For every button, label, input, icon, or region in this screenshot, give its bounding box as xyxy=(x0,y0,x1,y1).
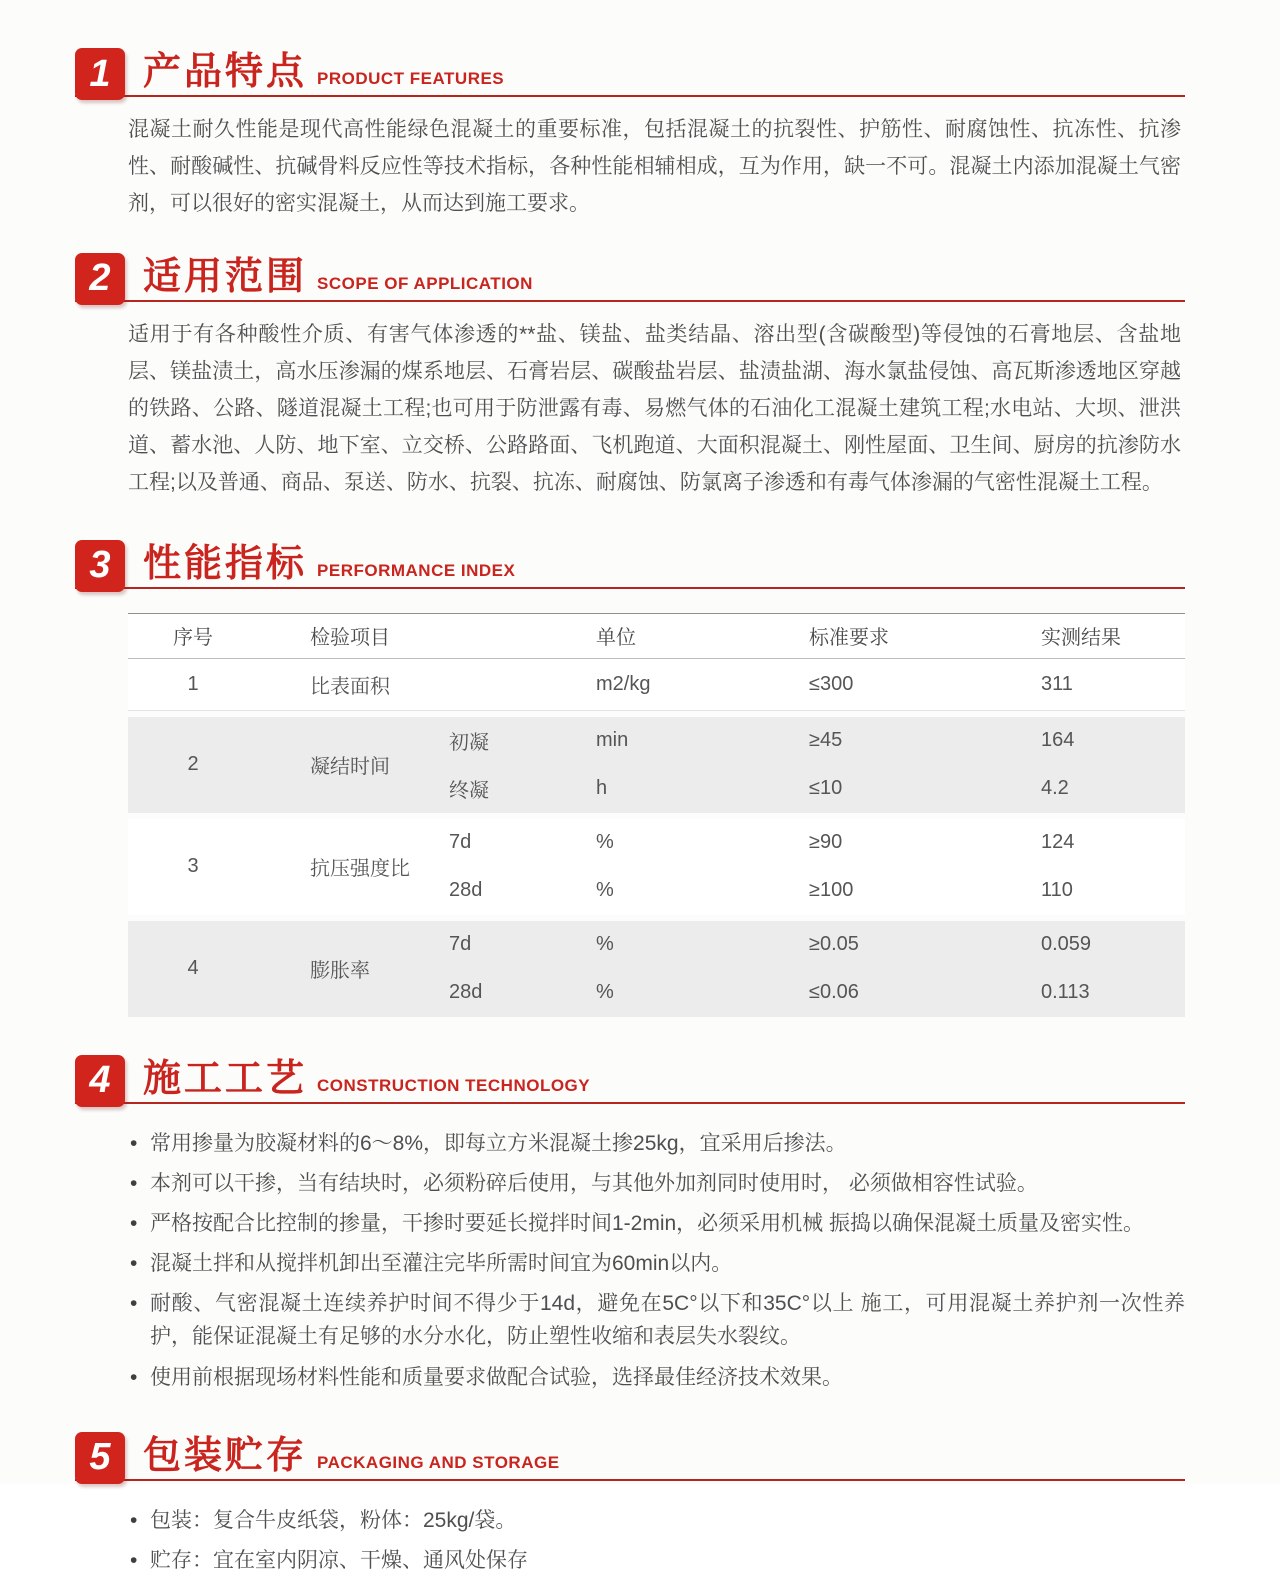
cell-sub: 初凝 xyxy=(449,732,489,755)
section-packaging-storage xyxy=(75,1432,1185,1577)
bullet-item: • 使用前根据现场材料性能和质量要求做配合试验，选择最佳经济技术效果。 xyxy=(128,1361,1185,1394)
bullet-item: • 耐酸、气密混凝土连续养护时间不得少于14d，避免在5C°以下和35C°以上 施工，可用混凝土养护剂一次性养护，能保证混凝土有足够的水分水化，防止塑性收缩和表层失水裂纹。 xyxy=(128,1287,1185,1353)
col-header-item: 检验项目 xyxy=(310,627,390,650)
table-row-group xyxy=(128,921,1185,1017)
section-title-en: CONSTRUCTION TECHNOLOGY xyxy=(317,1075,591,1095)
cell-result: 0.113 xyxy=(1041,981,1090,1004)
col-header-no: 序号 xyxy=(173,627,213,650)
table-row-group xyxy=(128,717,1185,813)
section-title-en: PERFORMANCE INDEX xyxy=(317,560,516,580)
section-title-en: PACKAGING AND STORAGE xyxy=(317,1452,560,1472)
cell-sub: 终凝 xyxy=(449,780,489,803)
cell-std: ≤300 xyxy=(809,672,854,695)
section-scope-of-application xyxy=(75,253,1185,502)
cell-result: 311 xyxy=(1041,672,1073,695)
table-header-row xyxy=(128,613,1185,659)
cell-no: 4 xyxy=(187,957,199,980)
bullet-item: • 贮存：宜在室内阴凉、干燥、通风处保存 xyxy=(128,1544,1185,1577)
section-number-badge: 3 xyxy=(75,540,125,592)
cell-sub: 28d xyxy=(449,879,483,902)
bullet-item: • 常用掺量为胶凝材料的6～8%，即每立方米混凝土掺25kg，宜采用后掺法。 xyxy=(128,1127,1185,1160)
col-header-unit: 单位 xyxy=(596,627,636,650)
cell-std: ≥0.05 xyxy=(809,933,859,956)
section-title-zh: 包装贮存 xyxy=(143,1434,308,1477)
section-performance-index xyxy=(75,540,1185,1017)
cell-item: 膨胀率 xyxy=(310,960,370,983)
bullet-item: • 本剂可以干掺，当有结块时，必须粉碎后使用，与其他外加剂同时使用时， 必须做相容性试验。 xyxy=(128,1167,1185,1200)
section-title-en: PRODUCT FEATURES xyxy=(317,69,505,88)
section-title-en: SCOPE OF APPLICATION xyxy=(317,273,533,293)
cell-std: ≥90 xyxy=(809,831,843,854)
packaging-bullet-list xyxy=(128,1504,1185,1577)
cell-result: 0.059 xyxy=(1041,933,1092,956)
cell-result: 124 xyxy=(1041,831,1075,854)
bullet-item: • 包装：复合牛皮纸袋，粉体：25kg/袋。 xyxy=(128,1504,1185,1537)
section-number-badge: 5 xyxy=(75,1432,125,1484)
cell-item: 比表面积 xyxy=(310,675,390,698)
col-header-std: 标准要求 xyxy=(809,627,889,650)
cell-sub: 7d xyxy=(449,831,472,854)
cell-item: 抗压强度比 xyxy=(310,858,410,881)
cell-result: 4.2 xyxy=(1041,777,1069,800)
cell-unit: min xyxy=(596,729,629,752)
section-number-badge: 4 xyxy=(75,1055,125,1107)
bullet-item: • 严格按配合比控制的掺量，干掺时要延长搅拌时间1-2min，必须采用机械 振捣以确保混凝土质量及密实性。 xyxy=(128,1207,1185,1240)
cell-unit: % xyxy=(596,933,614,956)
cell-unit: m2/kg xyxy=(596,672,651,695)
features-paragraph: 混凝土耐久性能是现代高性能绿色混凝土的重要标准，包括混凝土的抗裂性、护筋性、耐腐蚀性、抗冻性、抗渗性、耐酸碱性、抗碱骨料反应性等技术指标，各种性能相辅相成，互为作用，缺一不可。混凝土内添加混凝土气密剂，可以很好的密实混凝土，从而达到施工要求。 xyxy=(128,118,1181,215)
section-header xyxy=(75,1432,1185,1481)
section-title-zh: 产品特点 xyxy=(143,51,308,93)
cell-unit: % xyxy=(596,831,614,854)
cell-result: 164 xyxy=(1041,729,1075,752)
section-construction-technology xyxy=(75,1055,1185,1394)
cell-std: ≤10 xyxy=(809,777,843,800)
table-row xyxy=(128,659,1185,711)
cell-std: ≥100 xyxy=(809,879,854,902)
section-title-zh: 性能指标 xyxy=(143,542,308,585)
section-number-badge: 1 xyxy=(75,48,125,100)
cell-no: 3 xyxy=(187,855,199,878)
section-header xyxy=(75,48,1185,97)
cell-unit: % xyxy=(596,981,614,1004)
section-title-zh: 适用范围 xyxy=(143,255,308,298)
table-row-group xyxy=(128,819,1185,915)
construction-bullet-list xyxy=(128,1127,1185,1394)
cell-item: 凝结时间 xyxy=(310,756,390,779)
cell-result: 110 xyxy=(1041,879,1073,902)
section-product-features xyxy=(75,48,1185,223)
section-number-badge: 2 xyxy=(75,253,125,305)
section-header xyxy=(75,253,1185,302)
cell-no: 1 xyxy=(187,672,199,695)
section-title-zh: 施工工艺 xyxy=(143,1057,308,1100)
cell-sub: 28d xyxy=(449,981,483,1004)
cell-no: 2 xyxy=(187,753,199,776)
scope-paragraph: 适用于有各种酸性介质、有害气体渗透的**盐、镁盐、盐类结晶、溶出型(含碳酸型)等侵蚀的石膏地层、含盐地层、镁盐渍土，高水压渗漏的煤系地层、石膏岩层、碳酸盐岩层、盐渍盐湖、海水氯盐侵蚀、高瓦斯渗透地区穿越的铁路、公路、隧道混凝土工程;也可用于防泄露有毒、易燃气体的石油化工混凝土建筑工程;水电站、大坝、泄洪道、蓄水池、人防、地下室、立交桥、公路路面、飞机跑道、大面积混凝土、刚性屋面、卫生间、厨房的抗渗防水工程;以及普通、商品、泵送、防水、抗裂、抗冻、耐腐蚀、防氯离子渗透和有毒气体渗漏的气密性混凝土工程。 xyxy=(128,322,1181,494)
section-header xyxy=(75,540,1185,589)
cell-unit: h xyxy=(596,777,608,800)
cell-std: ≤0.06 xyxy=(809,981,859,1004)
performance-table xyxy=(128,613,1185,1017)
cell-unit: % xyxy=(596,879,614,902)
col-header-result: 实测结果 xyxy=(1041,627,1121,650)
cell-sub: 7d xyxy=(449,933,472,956)
bullet-item: • 混凝土拌和从搅拌机卸出至灌注完毕所需时间宜为60min以内。 xyxy=(128,1247,1185,1280)
cell-std: ≥45 xyxy=(809,729,843,752)
section-header xyxy=(75,1055,1185,1104)
